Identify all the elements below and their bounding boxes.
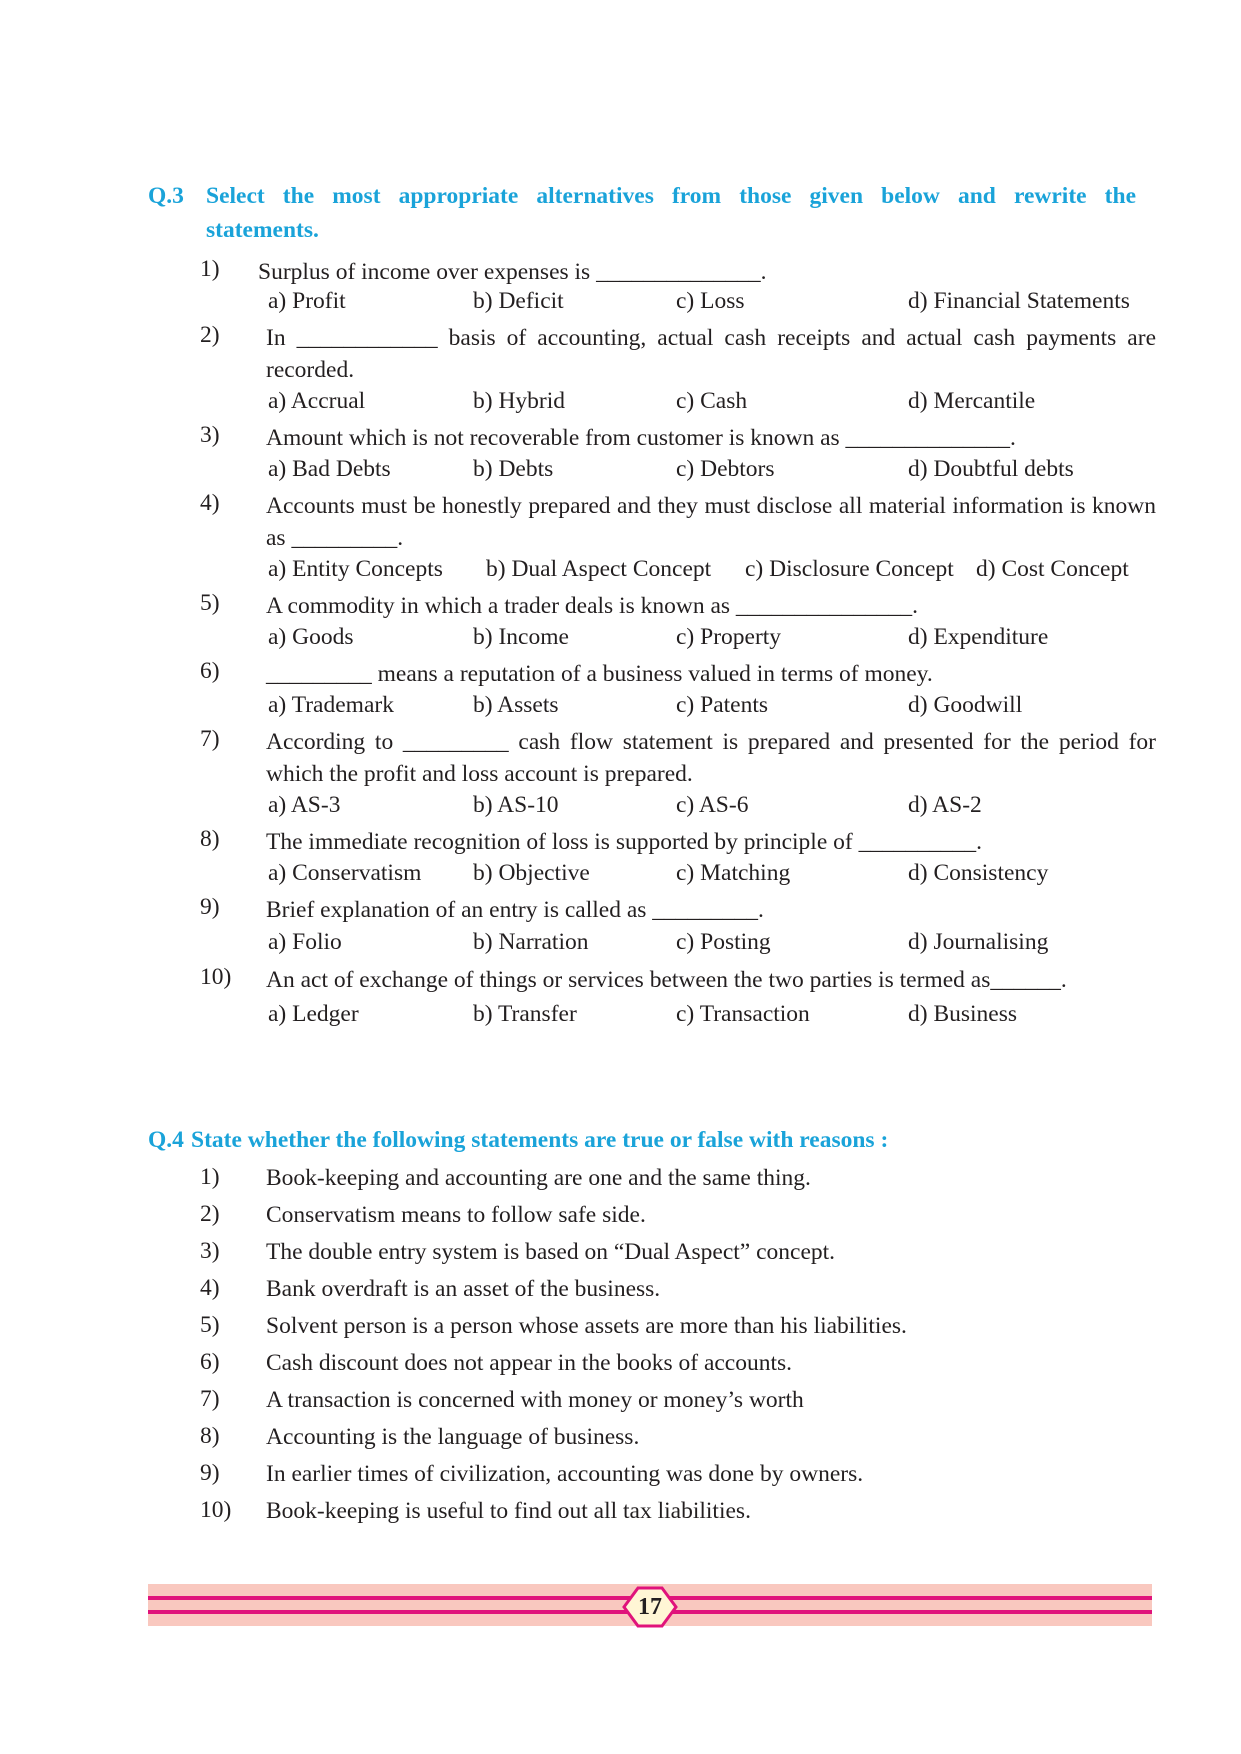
option-c: c) AS-6 (676, 792, 749, 818)
option-a: a) Bad Debts (268, 456, 391, 482)
item-options (268, 792, 1168, 822)
item-stem: The immediate recognition of loss is supported by principle of __________. (266, 829, 982, 855)
option-c: c) Loss (676, 288, 745, 314)
item-text: Cash discount does not appear in the books of accounts. (266, 1350, 793, 1376)
option-a: a) Accrual (268, 388, 366, 414)
item-number: 7) (200, 1386, 220, 1412)
option-d: d) Financial Statements (908, 288, 1130, 314)
option-c: c) Patents (676, 692, 769, 718)
option-b: b) Objective (473, 860, 590, 886)
option-b: b) Narration (473, 929, 589, 955)
item-stem: Brief explanation of an entry is called as _________. (266, 897, 764, 923)
option-d: d) Mercantile (908, 388, 1036, 414)
item-options (268, 456, 1168, 486)
option-b: b) AS-10 (473, 792, 559, 818)
item-number: 1) (200, 1164, 220, 1190)
option-c: c) Debtors (676, 456, 775, 482)
item-text: In earlier times of civilization, accounting was done by owners. (266, 1461, 864, 1487)
item-text: Solvent person is a person whose assets are more than his liabilities. (266, 1313, 907, 1339)
item-number: 5) (200, 590, 220, 616)
option-d: d) AS-2 (908, 792, 982, 818)
option-d: d) Journalising (908, 929, 1049, 955)
option-b: b) Hybrid (473, 388, 566, 414)
option-a: a) Profit (268, 288, 346, 314)
item-text: Book-keeping is useful to find out all tax liabilities. (266, 1498, 751, 1524)
option-b: b) Assets (473, 692, 559, 718)
option-a: a) Trademark (268, 692, 394, 718)
q4-number: Q.4 (148, 1127, 184, 1153)
item-stem: A commodity in which a trader deals is known as _______________. (266, 593, 919, 619)
q3-heading-line2: statements. (206, 217, 319, 243)
option-d: d) Consistency (908, 860, 1049, 886)
item-stem: In ____________ basis of accounting, actual cash receipts and actual cash payments are recorded. (266, 325, 1156, 383)
item-number: 9) (200, 894, 220, 920)
item-options (268, 288, 1168, 318)
item-stem: _________ means a reputation of a business valued in terms of money. (266, 661, 933, 687)
item-text: Conservatism means to follow safe side. (266, 1202, 646, 1228)
item-number: 4) (200, 490, 220, 516)
option-b: b) Debts (473, 456, 554, 482)
item-stem: An act of exchange of things or services between the two parties is termed as______. (266, 967, 1067, 993)
item-text: Book-keeping and accounting are one and the same thing. (266, 1165, 811, 1191)
item-number: 9) (200, 1460, 220, 1486)
option-d: d) Cost Concept (976, 556, 1129, 582)
option-c: c) Matching (676, 860, 791, 886)
item-stem: Amount which is not recoverable from customer is known as ______________. (266, 425, 1016, 451)
option-a: a) Entity Concepts (268, 556, 443, 582)
option-c: c) Disclosure Concept (745, 556, 954, 582)
item-text: Accounting is the language of business. (266, 1424, 640, 1450)
option-d: d) Doubtful debts (908, 456, 1074, 482)
page-number: 17 (638, 1594, 662, 1620)
option-b: b) Dual Aspect Concept (486, 556, 712, 582)
option-b: b) Income (473, 624, 569, 650)
item-number: 7) (200, 726, 220, 752)
item-number: 3) (200, 1238, 220, 1264)
item-options (268, 692, 1168, 722)
item-number: 10) (200, 1497, 232, 1523)
item-options (268, 1001, 1168, 1031)
item-number: 8) (200, 1423, 220, 1449)
q4-heading-text: State whether the following statements are true or false with reasons : (191, 1127, 889, 1153)
item-number: 2) (200, 1201, 220, 1227)
option-b: b) Deficit (473, 288, 564, 314)
item-stem: According to _________ cash flow statement is prepared and presented for the period for which the profit and loss account is prepared. (266, 729, 1156, 787)
option-d: d) Business (908, 1001, 1018, 1027)
option-c: c) Posting (676, 929, 771, 955)
item-options (268, 624, 1168, 654)
item-options (268, 388, 1168, 418)
option-a: a) Goods (268, 624, 354, 650)
item-number: 4) (200, 1275, 220, 1301)
option-c: c) Property (676, 624, 782, 650)
option-a: a) AS-3 (268, 792, 341, 818)
item-options (268, 860, 1168, 890)
item-number: 6) (200, 658, 220, 684)
option-a: a) Folio (268, 929, 342, 955)
option-a: a) Ledger (268, 1001, 359, 1027)
option-b: b) Transfer (473, 1001, 577, 1027)
q3-heading-line1: Select the most appropriate alternatives from those given below and rewrite the (206, 183, 1136, 209)
item-text: Bank overdraft is an asset of the business. (266, 1276, 661, 1302)
item-number: 3) (200, 422, 220, 448)
item-number: 10) (200, 964, 232, 990)
option-d: d) Goodwill (908, 692, 1023, 718)
item-text: A transaction is concerned with money or money’s worth (266, 1387, 804, 1413)
item-text: The double entry system is based on “Dual Aspect” concept. (266, 1239, 836, 1265)
item-options (268, 929, 1168, 959)
item-number: 6) (200, 1349, 220, 1375)
option-c: c) Cash (676, 388, 748, 414)
option-d: d) Expenditure (908, 624, 1049, 650)
item-stem: Accounts must be honestly prepared and they must disclose all material information is known as _________. (266, 493, 1156, 551)
item-options (268, 556, 1168, 586)
item-number: 8) (200, 826, 220, 852)
q3-number: Q.3 (148, 183, 184, 209)
option-a: a) Conservatism (268, 860, 422, 886)
item-number: 2) (200, 322, 220, 348)
option-c: c) Transaction (676, 1001, 810, 1027)
item-number: 1) (200, 256, 220, 282)
item-stem: Surplus of income over expenses is ______________. (258, 259, 767, 285)
item-number: 5) (200, 1312, 220, 1338)
